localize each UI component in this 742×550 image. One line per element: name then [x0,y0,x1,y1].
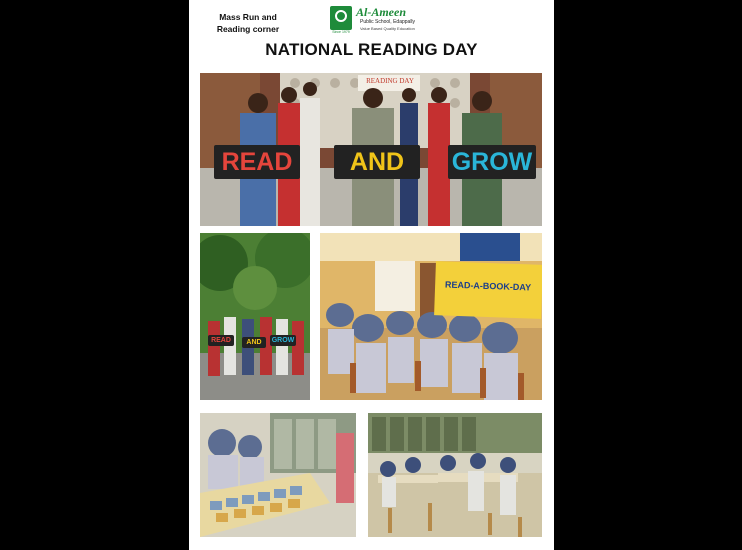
school-subtitle: Public School, Edappally [360,19,416,25]
sign-read: READ [214,145,300,179]
event-caption-line-2: Reading corner [216,24,280,34]
school-logo [330,5,430,35]
sign-and: AND [334,145,420,179]
small-sign-grow: GROW [271,337,295,344]
read-a-book-day-text: READ-A-BOOK-DAY [444,279,532,293]
photo-5-scene [368,413,542,537]
page-title: NATIONAL READING DAY [265,40,478,59]
reading-day-board: READING DAY [366,77,414,85]
photo-library-reading [368,413,542,537]
school-since: Since 1979 [332,30,350,34]
school-tagline: Value Based Quality Education [360,26,415,31]
page [189,0,554,550]
sign-grow: GROW [448,145,536,179]
photo-read-a-book-day [320,233,542,400]
school-name: Al-Ameen [356,5,406,19]
photo-library-books-display [200,413,356,537]
small-sign-read: READ [208,335,234,346]
photo-mass-run [200,233,310,400]
event-caption-line-1: Mass Run and [219,12,277,22]
small-sign-and: AND [242,337,266,348]
school-crest-icon [330,6,352,30]
photo-2-scene [200,233,310,400]
event-caption [213,11,283,35]
photo-read-and-grow-students [200,73,542,226]
photo-4-scene [200,413,356,537]
